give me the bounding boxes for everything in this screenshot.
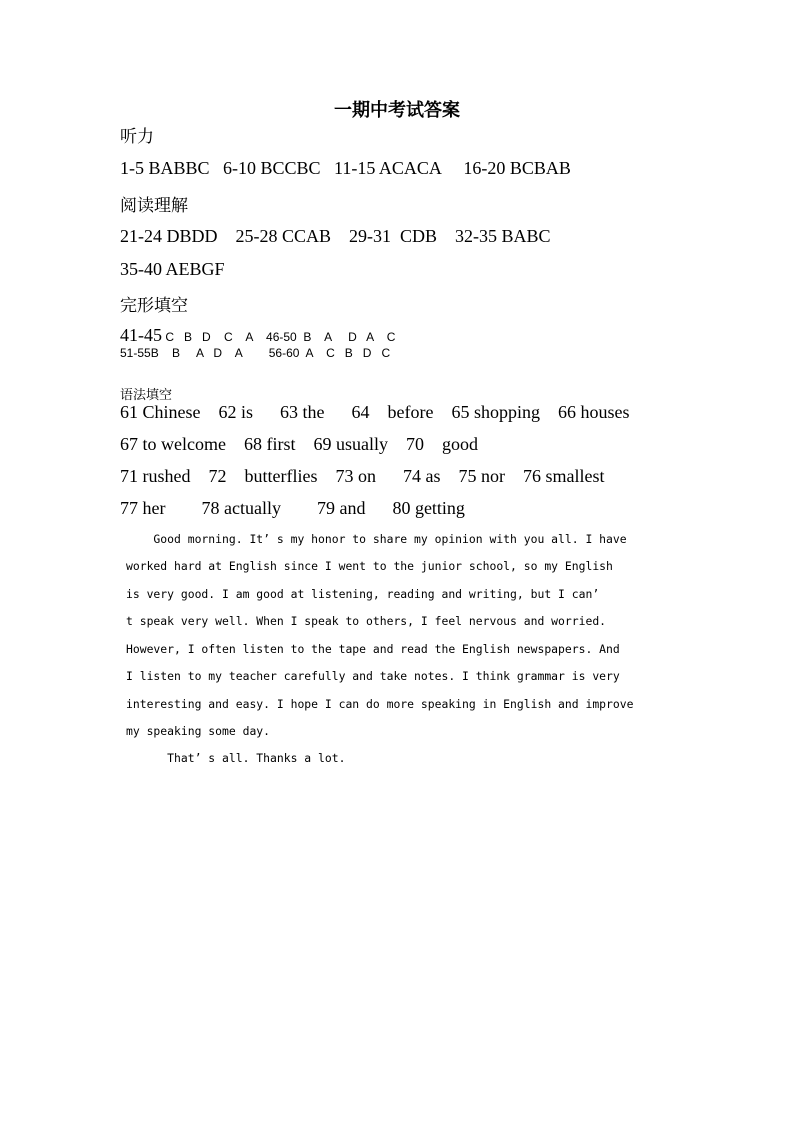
reading-heading: 阅读理解 [120,196,188,216]
essay-line-2: worked hard at English since I went to the junior school, so my English [126,559,613,573]
cloze-answers-line-1-rest: C B D C A 46-50 B A D A C [162,330,396,344]
listening-answers: 1-5 BABBC 6-10 BCCBC 11-15 ACACA 16-20 BCBAB [120,158,571,178]
essay-line-8: my speaking some day. [126,724,271,738]
grammar-answers-line-2: 67 to welcome 68 first 69 usually 70 good [120,434,478,454]
essay-line-3: is very good. I am good at listening, reading and writing, but I can’ [126,587,600,601]
reading-answers-line-2: 35-40 AEBGF [120,259,225,279]
page-title: 一期中考试答案 [334,100,460,121]
essay-line-5: However, I often listen to the tape and read the English newspapers. And [126,642,620,656]
cloze-range-label: 41-45 [120,325,162,345]
essay-line-7: interesting and easy. I hope I can do more speaking in English and improve [126,697,634,711]
essay-line-9: That’ s all. Thanks a lot. [126,751,346,765]
essay-line-6: I listen to my teacher carefully and take notes. I think grammar is very [126,669,620,683]
essay-line-1: Good morning. It’ s my honor to share my opinion with you all. I have [126,532,627,546]
listening-heading: 听力 [120,127,154,147]
grammar-answers-line-3: 71 rushed 72 butterflies 73 on 74 as 75 nor 76 smallest [120,466,605,486]
essay-line-4: t speak very well. When I speak to others, I feel nervous and worried. [126,614,607,628]
reading-answers-line-1: 21-24 DBDD 25-28 CCAB 29-31 CDB 32-35 BABC [120,226,551,246]
cloze-answers-line-2: 51-55B B A D A 56-60 A C B D C [120,346,391,360]
grammar-answers-line-4: 77 her 78 actually 79 and 80 getting [120,498,465,518]
grammar-heading: 语法填空 [120,388,173,403]
cloze-answers-line-1 [120,325,395,346]
grammar-answers-line-1: 61 Chinese 62 is 63 the 64 before 65 shopping 66 houses [120,402,630,422]
cloze-heading: 完形填空 [120,296,188,316]
